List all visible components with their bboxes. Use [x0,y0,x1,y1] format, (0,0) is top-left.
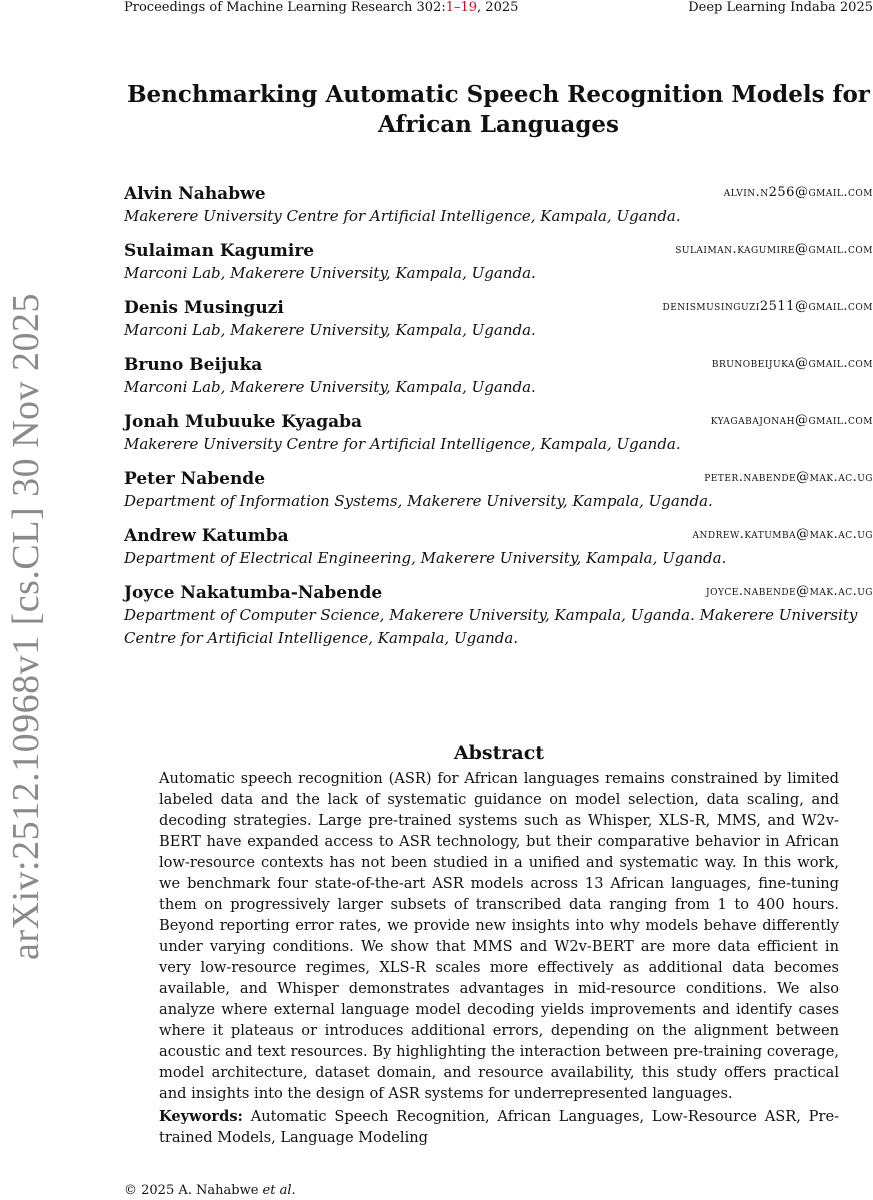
author-email[interactable]: andrew.katumba@mak.ac.ug [692,527,873,542]
venue-name: Deep Learning Indaba 2025 [688,0,873,15]
author-affiliation: Department of Computer Science, Makerere University, Kampala, Uganda. Makerere University Centre for Artificial Intelligence, Kampala, Uganda. [124,606,858,647]
author-email[interactable]: sulaiman.kagumire@gmail.com [675,242,873,257]
author-email[interactable]: alvin.n256@gmail.com [723,185,873,200]
abstract-section [159,742,839,1148]
author-block [124,411,873,468]
copyright-text: © 2025 A. Nahabwe [124,1183,259,1198]
copyright-footer [124,1183,296,1198]
running-header [124,0,873,22]
author-affiliation: Marconi Lab, Makerere University, Kampala, Uganda. [124,321,536,339]
keywords-list: Automatic Speech Recognition, African Languages, Low-Resource ASR, Pre-trained Models, Language Modeling [159,1108,840,1146]
author-email[interactable]: peter.nabende@mak.ac.ug [704,470,873,485]
author-name: Jonah Mubuuke Kyagaba [124,412,363,432]
author-name: Sulaiman Kagumire [124,241,315,261]
author-block [124,183,873,240]
author-email[interactable]: denismusinguzi2511@gmail.com [662,299,873,314]
author-block [124,297,873,354]
author-affiliation: Makerere University Centre for Artificial Intelligence, Kampala, Uganda. [124,207,681,225]
author-name: Joyce Nakatumba-Nabende [124,583,383,603]
paper-title: Benchmarking Automatic Speech Recognition Models for African Languages [127,81,870,138]
keywords [159,1106,839,1148]
author-affiliation: Marconi Lab, Makerere University, Kampala, Uganda. [124,264,536,282]
author-affiliation: Department of Information Systems, Makerere University, Kampala, Uganda. [124,492,713,510]
author-email[interactable]: brunobeijuka@gmail.com [711,356,873,371]
abstract-heading: Abstract [453,742,545,764]
author-email[interactable]: joyce.nabende@mak.ac.ug [706,584,873,599]
author-name: Bruno Beijuka [124,355,263,375]
author-block [124,468,873,525]
author-block [124,354,873,411]
author-name: Andrew Katumba [124,526,289,546]
proceedings-line: Proceedings of Machine Learning Research 302:1–19, 2025 [124,0,519,15]
author-affiliation: Makerere University Centre for Artificial Intelligence, Kampala, Uganda. [124,435,681,453]
author-name: Peter Nabende [124,469,266,489]
abstract-body: Automatic speech recognition (ASR) for African languages remains constrained by limited labeled data and the lack of systematic guidance on model selection, data scaling, and decoding strategies. Large pre-trained systems such as Whisper, XLS-R, MMS, and W2v-BERT have expanded access to ASR technology, but their comparative behavior in African low-resource contexts has not been studied in a unified and systematic way. In this work, we benchmark four state-of-the-art ASR models across 13 African languages, fine-tuning them on progressively larger subsets of transcribed data ranging from 1 to 400 hours. Beyond reporting error rates, we provide new insights into why models behave differently under varying conditions. We show that MMS and W2v-BERT are more data efficient in very low-resource regimes, XLS-R scales more effectively as additional data becomes available, and Whisper demonstrates advantages in mid-resource conditions. We also analyze where external language model decoding yields improvements and identify cases where it plateaus or introduces additional errors, depending on the alignment between acoustic and text resources. By highlighting the interaction between pre-training coverage, model architecture, dataset domain, and resource availability, this study offers practical and insights into the design of ASR systems for underrepresented languages. [159,770,839,1102]
arxiv-stamp: arXiv:2512.10968v1 [cs.CL] 30 Nov 2025 [5,292,47,960]
author-affiliation: Marconi Lab, Makerere University, Kampala, Uganda. [124,378,536,396]
author-email[interactable]: kyagabajonah@gmail.com [710,413,873,428]
author-name: Alvin Nahabwe [124,184,266,204]
et-al: et al. [262,1183,296,1198]
author-block [124,582,873,647]
author-list [124,183,873,647]
keywords-label: Keywords: [159,1108,243,1125]
author-name: Denis Musinguzi [124,298,284,318]
author-block [124,240,873,297]
author-affiliation: Department of Electrical Engineering, Makerere University, Kampala, Uganda. [124,549,727,567]
page-range-link[interactable]: 1–19 [445,0,478,15]
author-block [124,525,873,582]
